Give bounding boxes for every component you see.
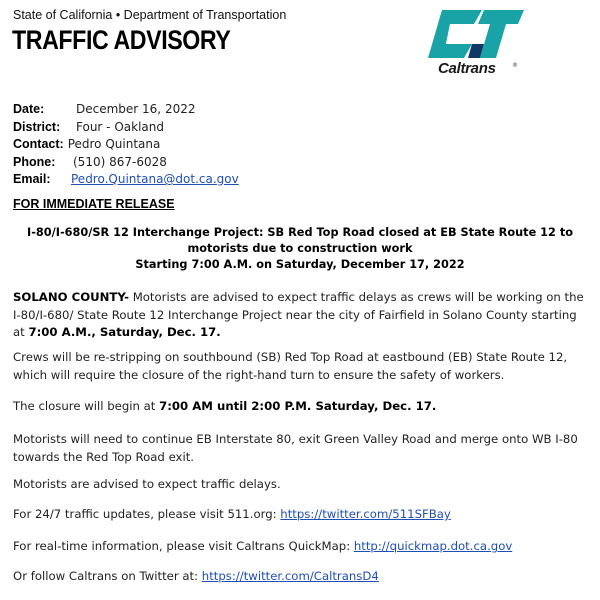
phone-value: (510) 867-6028 [73, 154, 167, 169]
p1-text: Motorists are advised to expect traffic delays as crews will be working on the I-80/I-680/ State Route 12 Interchange Project near the city of Fairfield in Solano County starting at [13, 290, 584, 339]
phone-row [13, 154, 239, 172]
contact-meta [13, 101, 239, 189]
paragraph-8 [13, 568, 591, 586]
date-row [13, 101, 239, 119]
release-heading: FOR IMMEDIATE RELEASE [13, 197, 175, 211]
p1-time: 7:00 A.M., Saturday, Dec. 17. [28, 325, 221, 339]
p3-text: The closure will begin at [13, 399, 160, 413]
contact-value: Pedro Quintana [67, 137, 161, 151]
headline-line1: I-80/I-680/SR 12 Interchange Project: SB Red Top Road closed at EB State Route 12 to motorists due to construction work [27, 226, 573, 255]
date-label: Date: [13, 102, 45, 116]
caltrans-logo [424, 6, 528, 86]
contact-row [13, 136, 239, 154]
p1-lead: SOLANO COUNTY- [13, 290, 129, 304]
email-label: Email: [13, 172, 51, 186]
headline-line2: Starting 7:00 A.M. on Saturday, December 17, 2022 [135, 258, 465, 271]
district-label: District: [13, 119, 61, 134]
paragraph-5: Motorists are advised to expect traffic delays. [13, 477, 281, 491]
link-511-twitter[interactable]: https://twitter.com/511SFBay [280, 507, 451, 521]
caltrans-logo-icon [424, 6, 528, 62]
headline [10, 225, 590, 273]
p8-text: Or follow Caltrans on Twitter at: [13, 569, 202, 583]
phone-label: Phone: [13, 154, 56, 169]
paragraph-1 [13, 289, 591, 342]
paragraph-7 [13, 538, 591, 556]
p7-text: For real-time information, please visit Caltrans QuickMap: [13, 539, 354, 553]
link-quickmap[interactable]: http://quickmap.dot.ca.gov [353, 539, 513, 553]
email-row [13, 171, 239, 189]
contact-label: Contact: [13, 137, 64, 151]
paragraph-3 [13, 398, 591, 416]
caltrans-wordmark: Caltrans [438, 60, 496, 77]
district-row [13, 119, 239, 137]
email-link[interactable]: Pedro.Quintana@dot.ca.gov [71, 172, 239, 186]
paragraph-4: Motorists will need to continue EB Interstate 80, exit Green Valley Road and merge onto WB I-80 towards the Red Top Road exit. [13, 432, 578, 464]
p3-time: 7:00 AM until 2:00 P.M. Saturday, Dec. 17. [159, 399, 437, 413]
agency-line: State of California • Department of Transportation [13, 8, 287, 22]
page-title: TRAFFIC ADVISORY [12, 25, 231, 55]
paragraph-2: Crews will be re-stripping on southbound (SB) Red Top Road at eastbound (EB) State Route 12, which will require the closure of the right-hand turn to ensure the safety of workers. [13, 350, 568, 382]
registered-mark: ® [512, 62, 518, 69]
date-value: December 16, 2022 [76, 102, 196, 116]
paragraph-6 [13, 506, 591, 524]
p6-text: For 24/7 traffic updates, please visit 511.org: [13, 507, 281, 521]
link-caltrans-twitter[interactable]: https://twitter.com/CaltransD4 [201, 569, 379, 583]
district-value: Four - Oakland [76, 119, 164, 134]
